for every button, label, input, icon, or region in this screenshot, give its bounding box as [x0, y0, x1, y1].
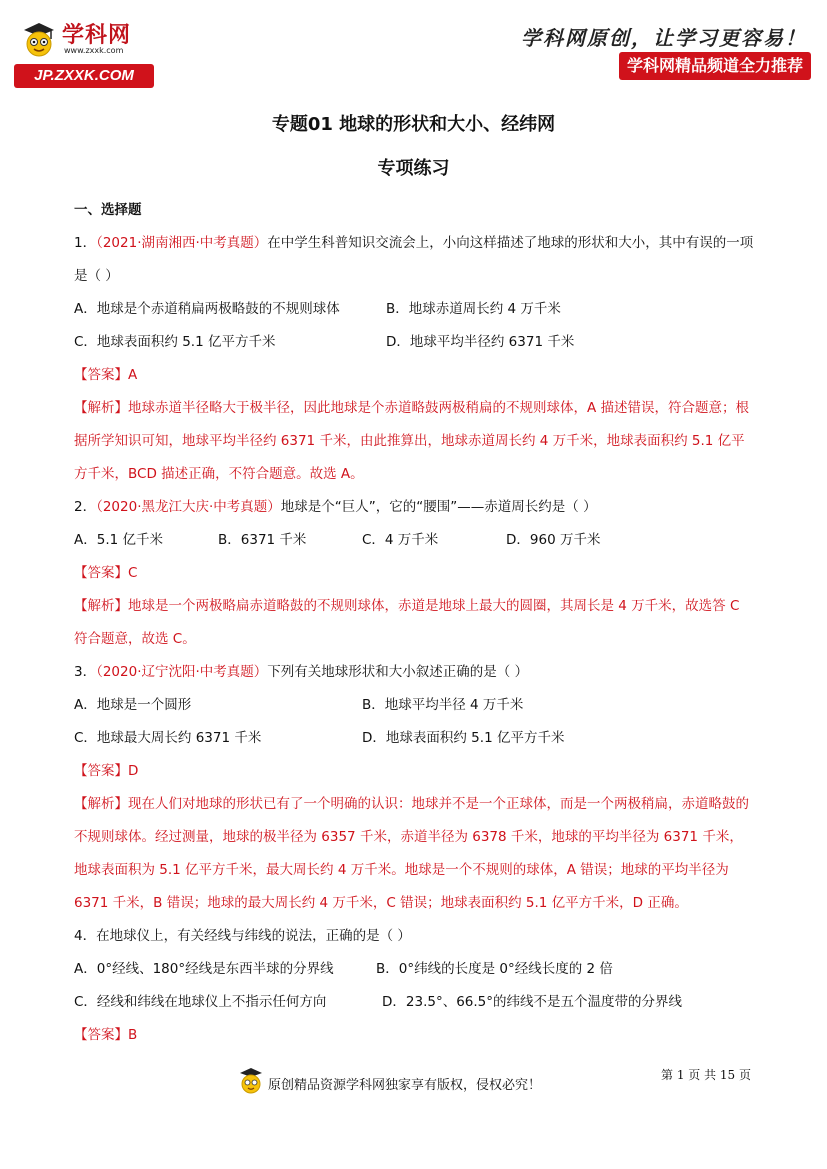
- answer-label: 【答案】: [74, 1027, 128, 1043]
- question-source: （2020·辽宁沈阳·中考真题）: [96, 664, 268, 680]
- analysis-text: 现在人们对地球的形状已有了一个明确的认识：地球并不是一个正球体，而是一个两极稍扁，赤道略鼓的不规则球体。经过测量，地球的极半径为 6357 千米，赤道半径为 6378 千米，地球的平均半径为 6371 千米，地球表面积为 5.1 亿平方千米，最大周长约 4 万千米。地球是一个不规则的球体，A 错误；地球的平均半径为 6371 千米，B 错误；地球的最大周长约 4 万千米，C 错误；地球表面积约 5.1 亿平方千米，D 正确。: [74, 796, 749, 911]
- answer-label: 【答案】: [74, 763, 128, 779]
- analysis-text: 地球赤道半径略大于极半径，因此地球是个赤道略鼓两极稍扁的不规则球体，A 描述错误，符合题意；根据所学知识可知，地球平均半径约 6371 千米，由此推算出，地球赤道周长约 4 万千米，地球表面积约 5.1 亿平方千米，BCD 描述正确，不符合题意。故选 A。: [74, 400, 750, 482]
- question-number: 3．: [74, 664, 97, 680]
- analysis-label: 【解析】: [74, 598, 128, 614]
- option-c: C．4 万千米: [362, 532, 439, 548]
- option-d: D．23.5°、66.5°的纬线不是五个温度带的分界线: [382, 994, 683, 1010]
- option-b: B．6371 千米: [218, 532, 307, 548]
- analysis: [74, 392, 754, 491]
- question-3: [74, 656, 754, 689]
- site-logo[interactable]: [14, 14, 164, 86]
- option-d: D．地球表面积约 5.1 亿平方千米: [362, 730, 565, 746]
- question-text: 下列有关地球形状和大小叙述正确的是（ ）: [267, 664, 529, 680]
- question-4: [74, 920, 754, 953]
- page-number: 第 1 页 共 15 页: [661, 1068, 751, 1082]
- option-b: B．地球平均半径 4 万千米: [362, 697, 524, 713]
- option-c: C．地球最大周长约 6371 千米: [74, 730, 262, 746]
- option-a: A．0°经线、180°经线是东西半球的分界线: [74, 961, 334, 977]
- answer-value: C: [128, 565, 138, 581]
- logo-badge[interactable]: JP.ZXXK.COM: [14, 64, 154, 88]
- copyright-notice: 原创精品资源学科网独家享有版权，侵权必究！: [268, 1078, 542, 1093]
- answer: [74, 557, 754, 590]
- answer: [74, 755, 754, 788]
- options-row: [74, 293, 754, 326]
- options-row: [74, 689, 754, 722]
- analysis-label: 【解析】: [74, 796, 128, 812]
- section-heading: 一、选择题: [74, 202, 142, 218]
- answer: [74, 1019, 754, 1052]
- options-row: [74, 722, 754, 755]
- question-number: 1．: [74, 235, 97, 251]
- mascot-icon: [238, 1066, 264, 1096]
- page-title: 专题01 地球的形状和大小、经纬网: [271, 114, 556, 135]
- logo-url: www.zxxk.com: [64, 46, 124, 55]
- option-b: B．地球赤道周长约 4 万千米: [386, 301, 561, 317]
- option-a: A．5.1 亿千米: [74, 532, 163, 548]
- question-2: [74, 491, 754, 524]
- question-number: 2．: [74, 499, 97, 515]
- recommend-badge: 学科网精品频道全力推荐: [619, 52, 811, 80]
- answer-value: D: [128, 763, 139, 779]
- question-source: （2021·湖南湘西·中考真题）: [96, 235, 268, 251]
- analysis: [74, 590, 754, 656]
- option-d: D．960 万千米: [506, 532, 601, 548]
- options-row: [74, 524, 754, 557]
- option-d: D．地球平均半径约 6371 千米: [386, 334, 575, 350]
- answer-value: A: [128, 367, 138, 383]
- mascot-icon: [20, 20, 58, 60]
- question-source: （2020·黑龙江大庆·中考真题）: [96, 499, 281, 515]
- question-text: 在中学生科普知识交流会上，小向这样描述了地球的形状和大小，其中有误的一项是（ ）: [74, 235, 754, 284]
- document-body: [74, 194, 754, 1052]
- question-text: 地球是个“巨人”，它的“腰围”——赤道周长约是（ ）: [280, 499, 597, 515]
- option-c: C．经线和纬线在地球仪上不指示任何方向: [74, 994, 327, 1010]
- answer-value: B: [128, 1027, 138, 1043]
- answer-label: 【答案】: [74, 565, 128, 581]
- question-text: 在地球仪上，有关经线与纬线的说法，正确的是（ ）: [96, 928, 411, 944]
- answer-label: 【答案】: [74, 367, 128, 383]
- page-footer: [0, 1066, 827, 1100]
- question-1: [74, 227, 754, 293]
- option-a: A．地球是一个圆形: [74, 697, 192, 713]
- page-subtitle: 专项练习: [377, 158, 450, 179]
- options-row: [74, 326, 754, 359]
- option-b: B．0°纬线的长度是 0°经线长度的 2 倍: [376, 961, 613, 977]
- analysis-text: 地球是一个两极略扁赤道略鼓的不规则球体，赤道是地球上最大的圆圈，其周长是 4 万千米，故选答 C 符合题意，故选 C。: [74, 598, 740, 647]
- options-row: [74, 953, 754, 986]
- logo-name: 学科网: [62, 23, 132, 48]
- slogan: 学科网原创，让学习更容易！: [521, 26, 807, 50]
- analysis: [74, 788, 754, 920]
- analysis-label: 【解析】: [74, 400, 128, 416]
- option-a: A．地球是个赤道稍扁两极略鼓的不规则球体: [74, 301, 340, 317]
- question-number: 4．: [74, 928, 97, 944]
- option-c: C．地球表面积约 5.1 亿平方千米: [74, 334, 276, 350]
- answer: [74, 359, 754, 392]
- options-row: [74, 986, 754, 1019]
